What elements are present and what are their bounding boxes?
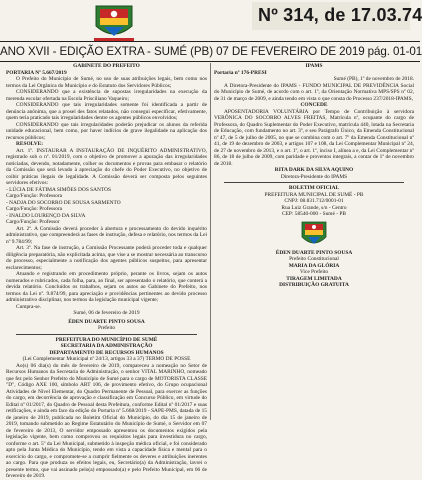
credits-line: TIRAGEM LIMITADA [286, 275, 342, 282]
signatory-title: Diretora-Presidente do IPAMS [280, 173, 348, 180]
divider [224, 182, 404, 183]
paragraph: Art. 1º. INSTAURAR A INSTAURAÇÃO DE INQUÉRITO ADMINISTRATIVO, registrado sob o nº. 01/2019, com o objetivo de promover a apuração das irregularidades noticiadas, devendo, notadamente, colher os documentos e provas para embasar o relatório da Comissão que será levado à apreciação do chefe do Poder Executivo, no objetivo de coibir práticas ilegais de legalidade. A Comissão deverá ser composta pelos seguintes servidores efetivos: [6, 147, 207, 186]
credits-line: DISTRIBUIÇÃO GRATUITA [279, 282, 349, 288]
member-role: Cargo/Função: Professor [6, 219, 60, 225]
member-name: - LÚCIA DE FÁTIMA SIMÕES DOS SANTOS [6, 186, 112, 193]
paragraph: Ao(s) 06 dia(s) do mês de fevereiro de 2019, compareceu a nomeação no Setor de Recursos Humanos da Secretaria de Administração, o senhor VITAL MARINHO, nomeado que fez pelo Senhor Prefeito do Município de Sumé para o cargo de MOTORISTA CLASSE "D", Código AXE 100, símbolo ART 106, de provimento efetivo, do Grupo ocupacional Atividades de Nível Elementar, do Quadro Permanente de Pessoal, para exercer as funções do cargo, em decorrência de aprovação e classificação em Concurso Público, em virtude do Edital nº 01/2017, do Quadro de Pessoal desta Prefeitura, conforme Edital nº 01/2017 e suas retificações, e ainda em face da edição do Portaria nº 5.668/2019 - SAPE-PMS, datada de 15 de janeiro de 2019, publicada no Boletim Oficial do Município, do dia 15 de janeiro de 2019, tomando submetido ao Regime Estatutário do Município de Sumé, o Servidor em 07 de fevereiro de 2013, O servidor empossado apresentou os documentos exigidos pela legislação vigente, bem como comprovou os requisitos legais para investidura no cargo, conforme o art. 5º da Lei Municipal, submetido à inspeção médica oficial, e foi considerado apto pela Junta Médica do Município, tendo em vista a capacidade física e mental para o exercício do cargo, e compromete-se a cumprir fielmente os deveres e atribuições inerentes ao cargo. Para que produza os efeitos legais, eu, Secretário(a) da Administração, lavrei o presente termo, que vai assinado pelo(a) empossado(a) e pelo Prefeito Municipal, em 06 de fevereiro de 2019. [6, 362, 207, 479]
section-heading: SECRETARIA DA ADMINISTRAÇÃO [60, 343, 153, 349]
credits-line: CNPJ: 08.831.712/0001-01 [284, 198, 344, 204]
divider [16, 334, 197, 335]
credits-title: BOLETIM OFICIAL [288, 185, 340, 191]
section-heading: PREFEITURA DO MUNICÍPIO DE SUMÉ [55, 336, 158, 343]
right-column [214, 63, 414, 420]
paragraph: APOSENTADORIA VOLUNTÁRIA por Tempo de Contribuição à servidora VERÔNICA DO SOCORRO ALVES FREITAS, Matrícula nº, ocupante do cargo de Professora, do Quadro Suplementar do Poder Executivo, matrícula 440, lotada na Secretaria de Educação, com fundamento no art. 3º, e seu Parágrafo Único, da Emenda Constitucional nº 47, de 5 de julho de 2005, no que se combina com o art. 7º da Emenda Constitucional nº 41, de 19 de dezembro de 2003, e artigos 107 e 108, da Lei Complementar Municipal nº 24, de 27 de novembro de 2013, e o art. 1º, o art. 1º, inciso I, alínea a e, da Lei Complementar nº 86, de 18 de julho de 2009, com paridade e proventos integrais, a contar de 1º de novembro de 2018. [214, 108, 414, 167]
paragraph: Atuando e registrando em procedimento próprio, perante os livros, sejam os autos numerados e rubricados, cada folha, para, ao final, ser apresentado o relatório, que conterá a devida relatório. Concluídos os trabalhos, sejam os autos ao Gabinete do Prefeito, nos termos da Lei nº. 9.874/99, para apreciação e providências pertinentes ao devido processo administrativo disciplinar, nos termos da legislação municipal vigente; [6, 271, 207, 303]
bulletin-credits [214, 185, 414, 289]
municipal-seal-icon [299, 219, 329, 249]
section-subheading: (Lei Complementar Municipal nº 24/13, artigos 33 a 37) TERMO DE POSSE [22, 356, 191, 362]
closing: Cumpra-se. [16, 303, 42, 310]
credits-line: PREFEITURA MUNICIPAL DE SUMÉ - PB [264, 191, 364, 198]
credits-line: ÉDEN DUARTE PINTO SOUSA [275, 249, 353, 256]
paragraph: CONSIDERANDO que tais irregularidades poderão prejudicar os alunos da referida unidade educacional, bem como, por haver indícios de grave ilegalidade na aplicação dos recursos públicos; [6, 121, 207, 141]
ordinance-number: PORTARIA Nº 5.667/2019 [6, 69, 67, 76]
issue-number: Nº 314, de 17.03.74 [258, 5, 422, 25]
paragraph: Art. 3º. Na fase de instrução, a Comissão Processante poderá proceder toda e qualquer diligência preparatória, não explicitada acima, que vise a se mostrar necessária ao transcurso do processo, especialmente a notificação dos agentes públicos suspeitos, para apresentar esclarecimentos; [6, 245, 207, 271]
paragraph: A Diretora-Presidente do IPAMS - FUNDO MUNICIPAL DE PREVIDÊNCIA Social do Município de Sumé, de acordo com o art. 1º, da Orientação Normativa MPS/SPS nº 02, de 31 de março de 2009, e ainda tendo em vista o que consta do Processo 237/2018-IPAMS, [214, 82, 414, 102]
municipal-crest-icon [92, 0, 136, 44]
date-line: Sumé, 06 de fevereiro de 2019 [73, 310, 140, 316]
column-divider [210, 63, 211, 420]
edition-line: ANO XVII - EDIÇÃO EXTRA - SUMÉ (PB) 07 DE FEVEREIRO DE 2019 pág. 01-01 [0, 41, 420, 62]
signatory-title: Prefeito [97, 325, 116, 331]
ordinance-number: Portaria nº 176-PRESI [214, 69, 267, 76]
paragraph: CONSIDERANDO que tais irregularidades somente foi identificada a partir de denúncia anônima, que a prosel des fatos relatados, não consegui especificar, efetivamente, quem teria praticado tais irregularidades dentre os agentes públicos envolvidos; [6, 102, 207, 121]
paragraph: Art. 2º. A Comissão deverá proceder à abertura e processamento do devido inquérito administrativo, que compreenderá as fases de instrução, defesa e relatório, nos termos da Lei nº 9.784/99; [6, 225, 207, 245]
credits-line: Rua Luiz Grande, s/n - Centro [281, 204, 347, 211]
section-heading: GABINETE DO PREFEITO [73, 63, 140, 69]
member-name: - INALDO LOURENÇO DA SILVA [6, 212, 86, 219]
paragraph: O Prefeito do Município de Sumé, no uso de suas atribuições legais, bem como nos termos da Lei Orgânica do Município e do Estatuto dos Servidores Públicos; [6, 76, 207, 89]
resolve-heading: RESOLVE: [16, 141, 44, 147]
signatory-name: RITA DARK DA SILVA AQUINO [274, 167, 354, 173]
member-name: - NADJA DO SOCORRO DE SOUSA SARMENTO [6, 199, 121, 206]
credits-line: MARIA DA GLÓRIA [288, 262, 340, 269]
member-role: Cargo/Função: Professora [6, 193, 63, 199]
left-column [6, 63, 207, 479]
credits-line: Prefeito Constitucional [289, 256, 339, 262]
section-heading: IPAMS [305, 63, 323, 69]
signatory-name: ÉDEN DUARTE PINTO SOUSA [68, 318, 145, 325]
credits-line: CEP: 58540-000 - Sumé - PB [282, 211, 346, 217]
paragraph: CONSIDERANDO que a existência de supostas irregularidades na execução da merenda escolar ofertada na Escola Prisciliano Vaqueiro; [6, 89, 207, 102]
credits-line: Vice Prefeito [299, 269, 329, 275]
date-line: Sumé (PB), 1º de novembro de 2018. [333, 76, 414, 82]
member-role: Cargo/Função: Professora [6, 206, 63, 212]
concede-heading: CONCEDE [300, 102, 328, 108]
section-heading: DEPARTAMENTO DE RECURSOS HUMANOS [49, 349, 164, 356]
issue-number-box [252, 2, 422, 30]
